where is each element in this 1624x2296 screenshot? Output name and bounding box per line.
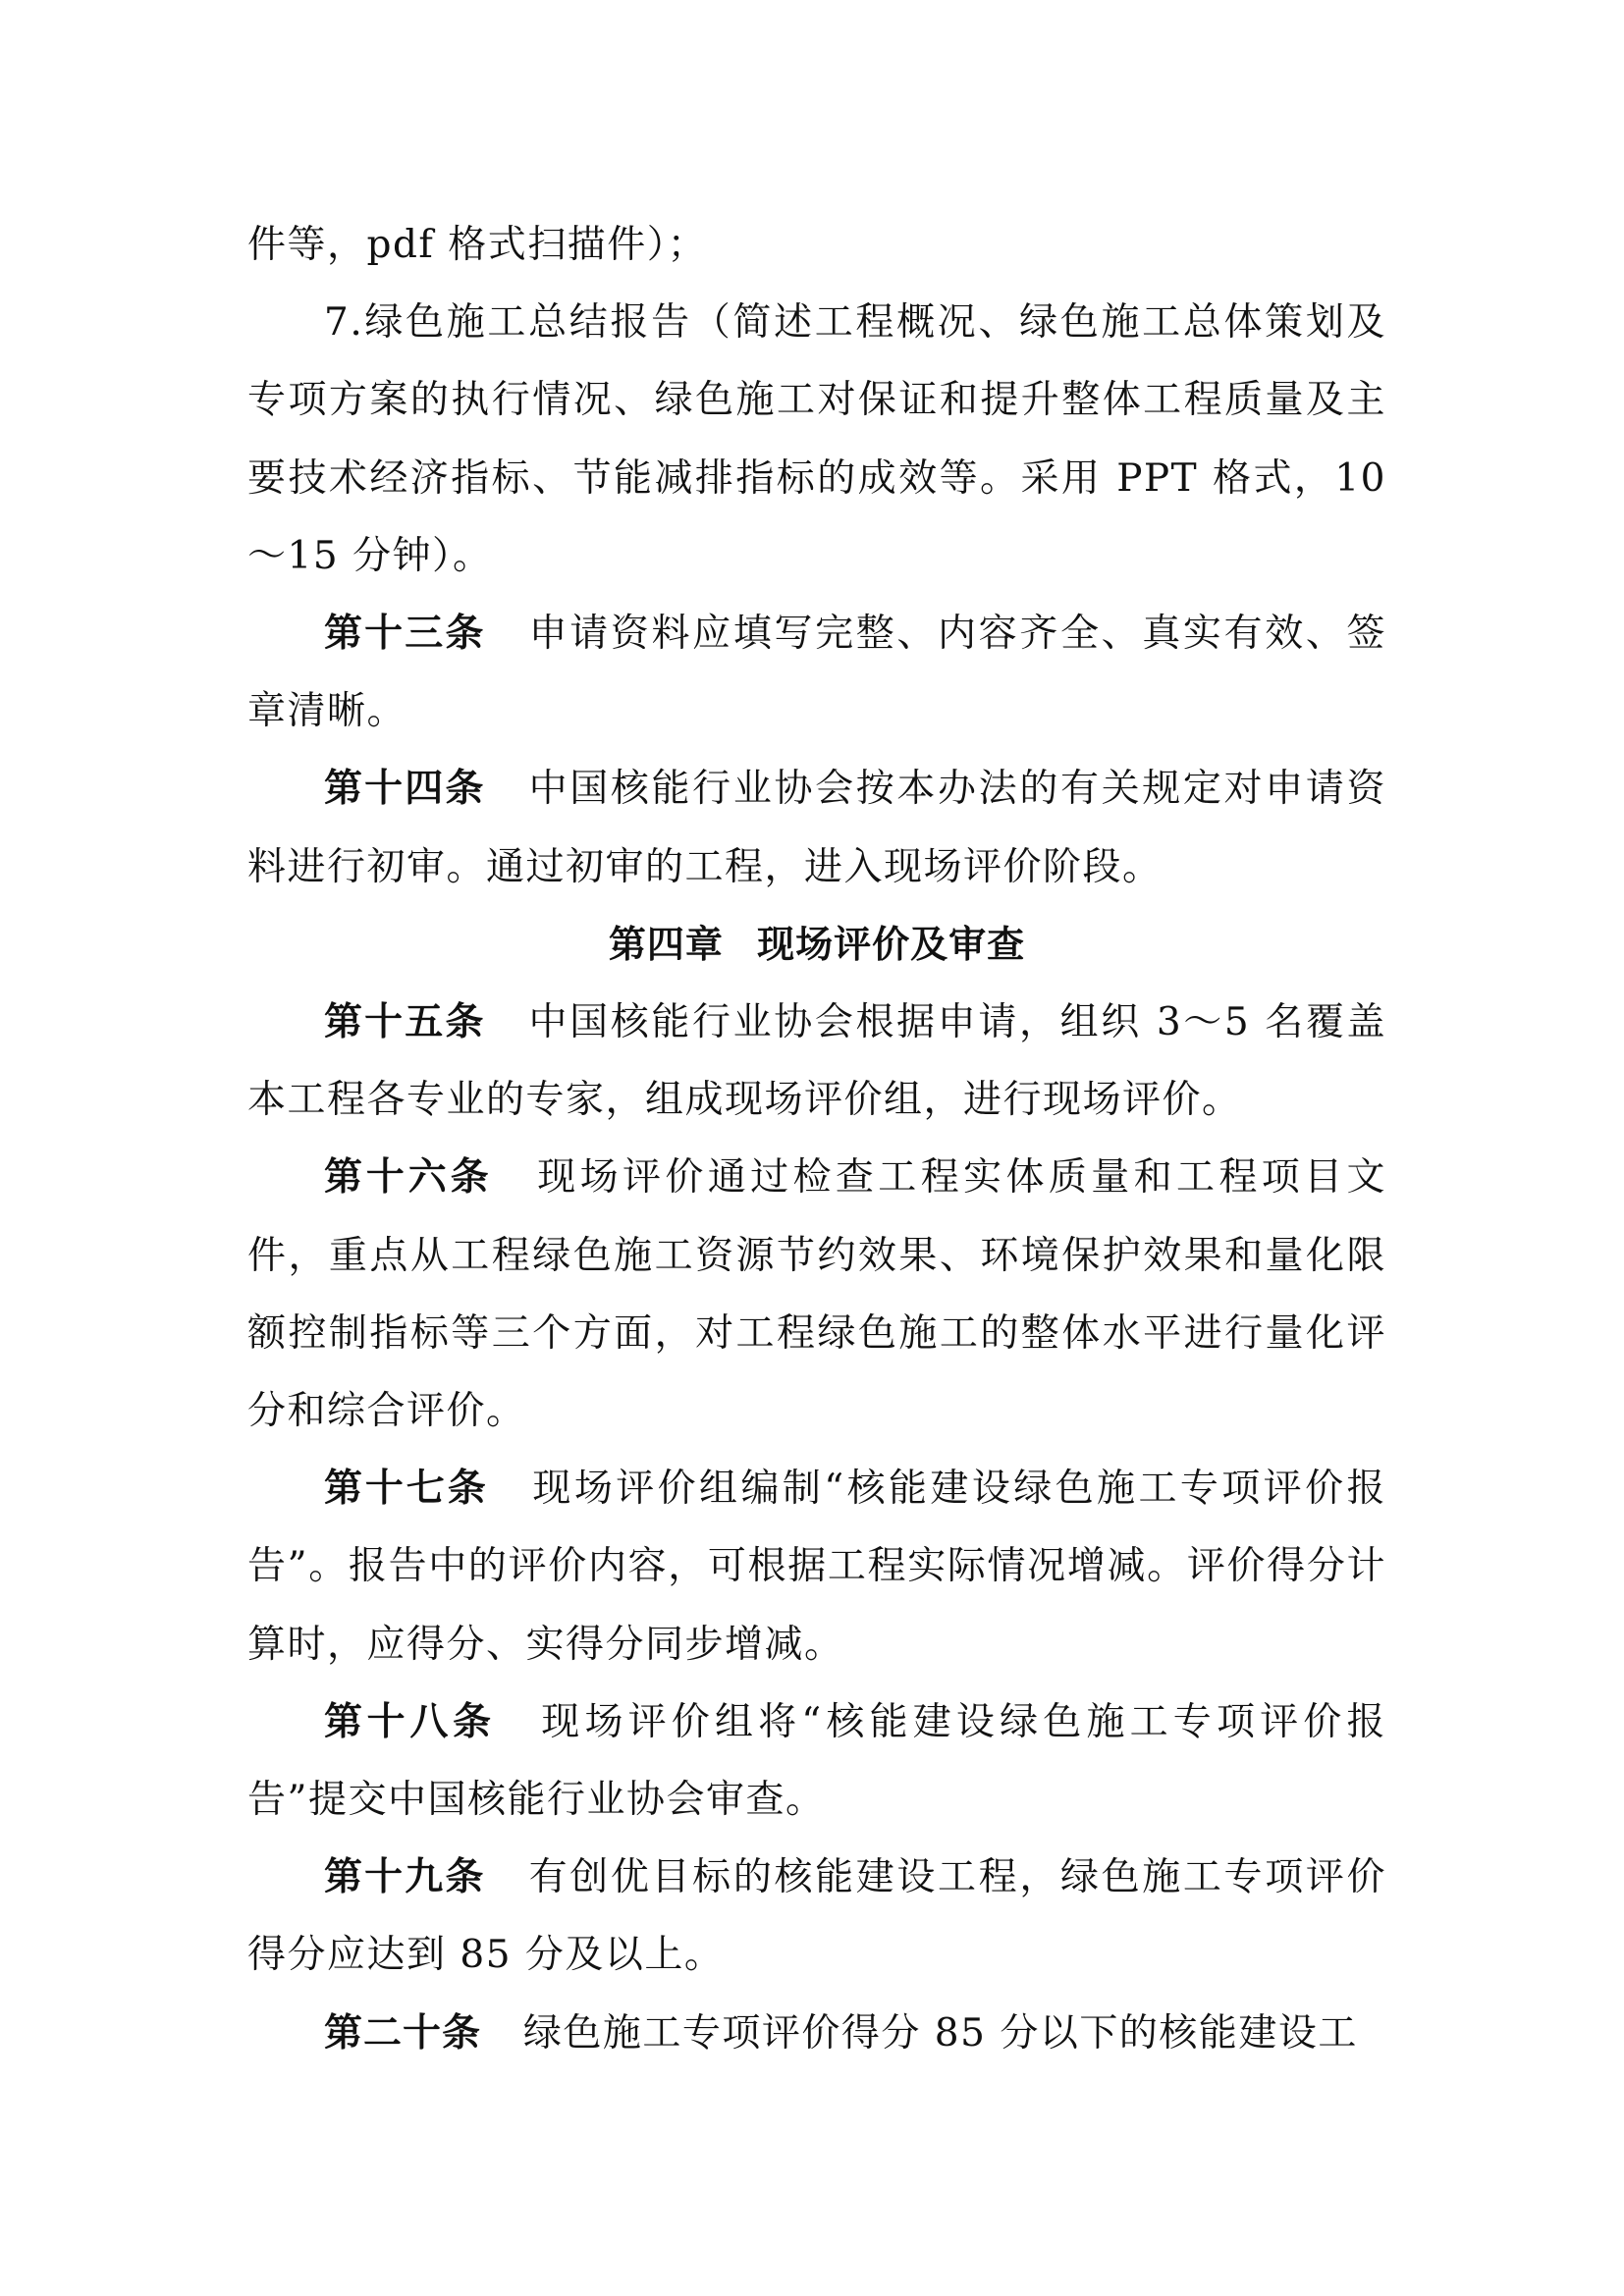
article-text: 申请资料应填写完整、内容齐全、真实有效、签章清晰。 (247, 612, 1386, 734)
article-text: 现场评价组编制“核能建设绿色施工专项评价报告”。报告中的评价内容，可根据工程实际情况增减。评价得分计算时，应得分、实得分同步增减。 (247, 1467, 1386, 1667)
article-text: 现场评价通过检查工程实体质量和工程项目文件，重点从工程绿色施工资源节约效果、环境保护效果和量化限额控制指标等三个方面，对工程绿色施工的整体水平进行量化评分和综合评价。 (247, 1155, 1386, 1434)
article-text: 绿色施工专项评价得分 85 分以下的核能建设工 (522, 2010, 1358, 2056)
article-number: 第十七条 (324, 1467, 489, 1512)
article-number: 第二十条 (324, 2010, 482, 2056)
paragraph-text: 7.绿色施工总结报告（简述工程概况、绿色施工总体策划及专项方案的执行情况、绿色施工对保证和提升整体工程质量及主要技术经济指标、节能减排指标的成效等。采用 PPT 格式，10～15 分钟）。 (247, 300, 1386, 578)
article-number: 第十四条 (324, 767, 486, 812)
chapter-title: 现场评价及审查 (757, 922, 1026, 966)
article-16 (247, 1139, 1386, 1450)
article-text: 中国核能行业协会根据申请，组织 3～5 名覆盖本工程各专业的专家，组成现场评价组，进行现场评价。 (247, 1000, 1386, 1123)
article-14 (247, 750, 1386, 905)
article-18 (247, 1683, 1386, 1839)
article-number: 第十五条 (324, 1000, 486, 1045)
paragraph-text: 件等，pdf 格式扫描件）； (247, 223, 708, 267)
article-19 (247, 1839, 1386, 1994)
paragraph-continuation (247, 206, 1386, 284)
article-17 (247, 1450, 1386, 1683)
document-body (247, 206, 1386, 2072)
article-number: 第十八条 (324, 1699, 496, 1744)
article-13 (247, 595, 1386, 750)
article-text: 有创优目标的核能建设工程，绿色施工专项评价得分应达到 85 分及以上。 (247, 1855, 1386, 1978)
article-text: 中国核能行业协会按本办法的有关规定对申请资料进行初审。通过初审的工程，进入现场评价阶段。 (247, 767, 1386, 889)
article-text: 现场评价组将“核能建设绿色施工专项评价报告”提交中国核能行业协会审查。 (247, 1699, 1386, 1823)
article-20 (247, 1995, 1386, 2072)
paragraph-item-7 (247, 284, 1386, 595)
chapter-heading (247, 906, 1386, 984)
chapter-number: 第四章 (608, 922, 724, 966)
article-number: 第十九条 (324, 1855, 486, 1900)
article-number: 第十六条 (324, 1155, 493, 1201)
article-15 (247, 984, 1386, 1139)
article-number: 第十三条 (324, 612, 486, 657)
